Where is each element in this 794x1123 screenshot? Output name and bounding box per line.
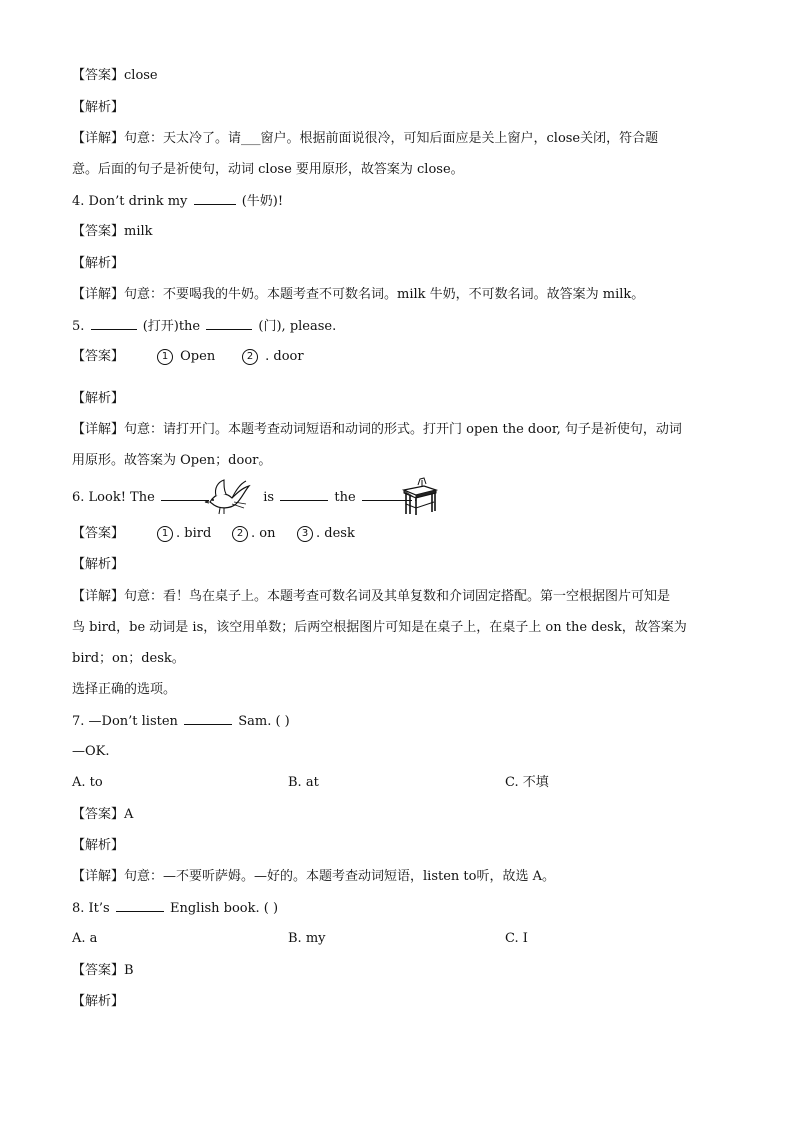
answer-item-2: 2 . door bbox=[242, 348, 304, 366]
analysis-label: 【解析】 bbox=[72, 391, 125, 406]
detail-line: 【详解】句意：天太冷了。请___窗户。根据前面说很冷，可知后面应是关上窗户，close关闭，符合题 bbox=[72, 131, 659, 146]
option-a: A. a bbox=[72, 931, 98, 946]
answer-blank bbox=[206, 317, 252, 330]
option-b: B. my bbox=[288, 931, 326, 946]
question-text: Sam. ( ) bbox=[238, 714, 290, 729]
answer-blank bbox=[116, 899, 164, 912]
circled-number: 2 bbox=[242, 349, 258, 365]
detail-line: 用原形。故答案为 Open；door。 bbox=[72, 453, 272, 468]
analysis-label: 【解析】 bbox=[72, 100, 125, 115]
question-7 bbox=[72, 712, 290, 731]
answer-line: 【答案】B bbox=[72, 963, 134, 978]
answer-item-3: 3 . desk bbox=[297, 525, 355, 543]
question-8 bbox=[72, 899, 278, 918]
detail-line: bird；on；desk。 bbox=[72, 651, 185, 666]
question-text: 7. —Don’t listen bbox=[72, 714, 178, 729]
detail-line: 【详解】句意：请打开门。本题考查动词短语和动词的形式。打开门 open the door, 句子是祈使句，动词 bbox=[72, 422, 682, 437]
answer-blank bbox=[184, 712, 232, 725]
question-text: 6. Look! The bbox=[72, 490, 155, 505]
answer-blank bbox=[91, 317, 137, 330]
circled-number: 1 bbox=[157, 526, 173, 542]
question-text: (牛奶)! bbox=[241, 194, 284, 209]
circled-number: 2 bbox=[232, 526, 248, 542]
analysis-label: 【解析】 bbox=[72, 256, 125, 271]
answer-item-1: 1 . bird bbox=[157, 525, 211, 543]
answer-line: 【答案】close bbox=[72, 68, 158, 83]
answer-line bbox=[72, 525, 124, 543]
detail-line: 【详解】句意：不要喝我的牛奶。本题考查不可数名词。milk 牛奶，不可数名词。故答案为 milk。 bbox=[72, 287, 645, 302]
question-text: (门), please. bbox=[258, 319, 337, 334]
answer-blank bbox=[194, 192, 236, 205]
answer-line: 【答案】milk bbox=[72, 224, 153, 239]
answer-label: 【答案】 bbox=[72, 526, 125, 541]
question-text: 4. Don’t drink my bbox=[72, 194, 188, 209]
answer-line bbox=[72, 348, 124, 366]
answer-line: 【答案】A bbox=[72, 807, 134, 822]
question-text: (打开)the bbox=[142, 319, 201, 334]
option-c: C. I bbox=[505, 931, 528, 946]
reply-line: —OK. bbox=[72, 744, 110, 759]
question-5 bbox=[72, 317, 336, 336]
detail-line: 【详解】句意：—不要听萨姆。—好的。本题考查动词短语，listen to听，故选 A。 bbox=[72, 869, 555, 884]
answer-blank bbox=[280, 488, 328, 501]
question-text: English book. ( ) bbox=[169, 901, 279, 916]
option-a: A. to bbox=[72, 775, 103, 790]
option-b: B. at bbox=[288, 775, 319, 790]
answer-item-2: 2 . on bbox=[232, 525, 275, 543]
section-heading: 选择正确的选项。 bbox=[72, 682, 177, 697]
answer-item-1: 1 Open bbox=[157, 348, 215, 366]
detail-line: 【详解】句意：看！鸟在桌子上。本题考查可数名词及其单复数和介词固定搭配。第一空根据图片可知是 bbox=[72, 589, 671, 604]
question-text: the bbox=[334, 490, 356, 505]
option-c: C. 不填 bbox=[505, 775, 549, 790]
circled-number: 1 bbox=[157, 349, 173, 365]
question-text: 8. It’s bbox=[72, 901, 110, 916]
analysis-label: 【解析】 bbox=[72, 838, 125, 853]
desk-picture-icon bbox=[402, 476, 438, 516]
question-text: is bbox=[263, 490, 275, 505]
circled-number: 3 bbox=[297, 526, 313, 542]
question-4 bbox=[72, 192, 283, 211]
bird-picture-icon bbox=[202, 478, 252, 518]
detail-line: 意。后面的句子是祈使句，动词 close 要用原形，故答案为 close。 bbox=[72, 162, 464, 177]
detail-line: 鸟 bird，be 动词是 is，该空用单数；后两空根据图片可知是在桌子上，在桌子上 on the desk，故答案为 bbox=[72, 620, 687, 635]
analysis-label: 【解析】 bbox=[72, 557, 125, 572]
question-text: 5. bbox=[72, 319, 85, 334]
analysis-label: 【解析】 bbox=[72, 994, 125, 1009]
answer-label: 【答案】 bbox=[72, 349, 125, 364]
